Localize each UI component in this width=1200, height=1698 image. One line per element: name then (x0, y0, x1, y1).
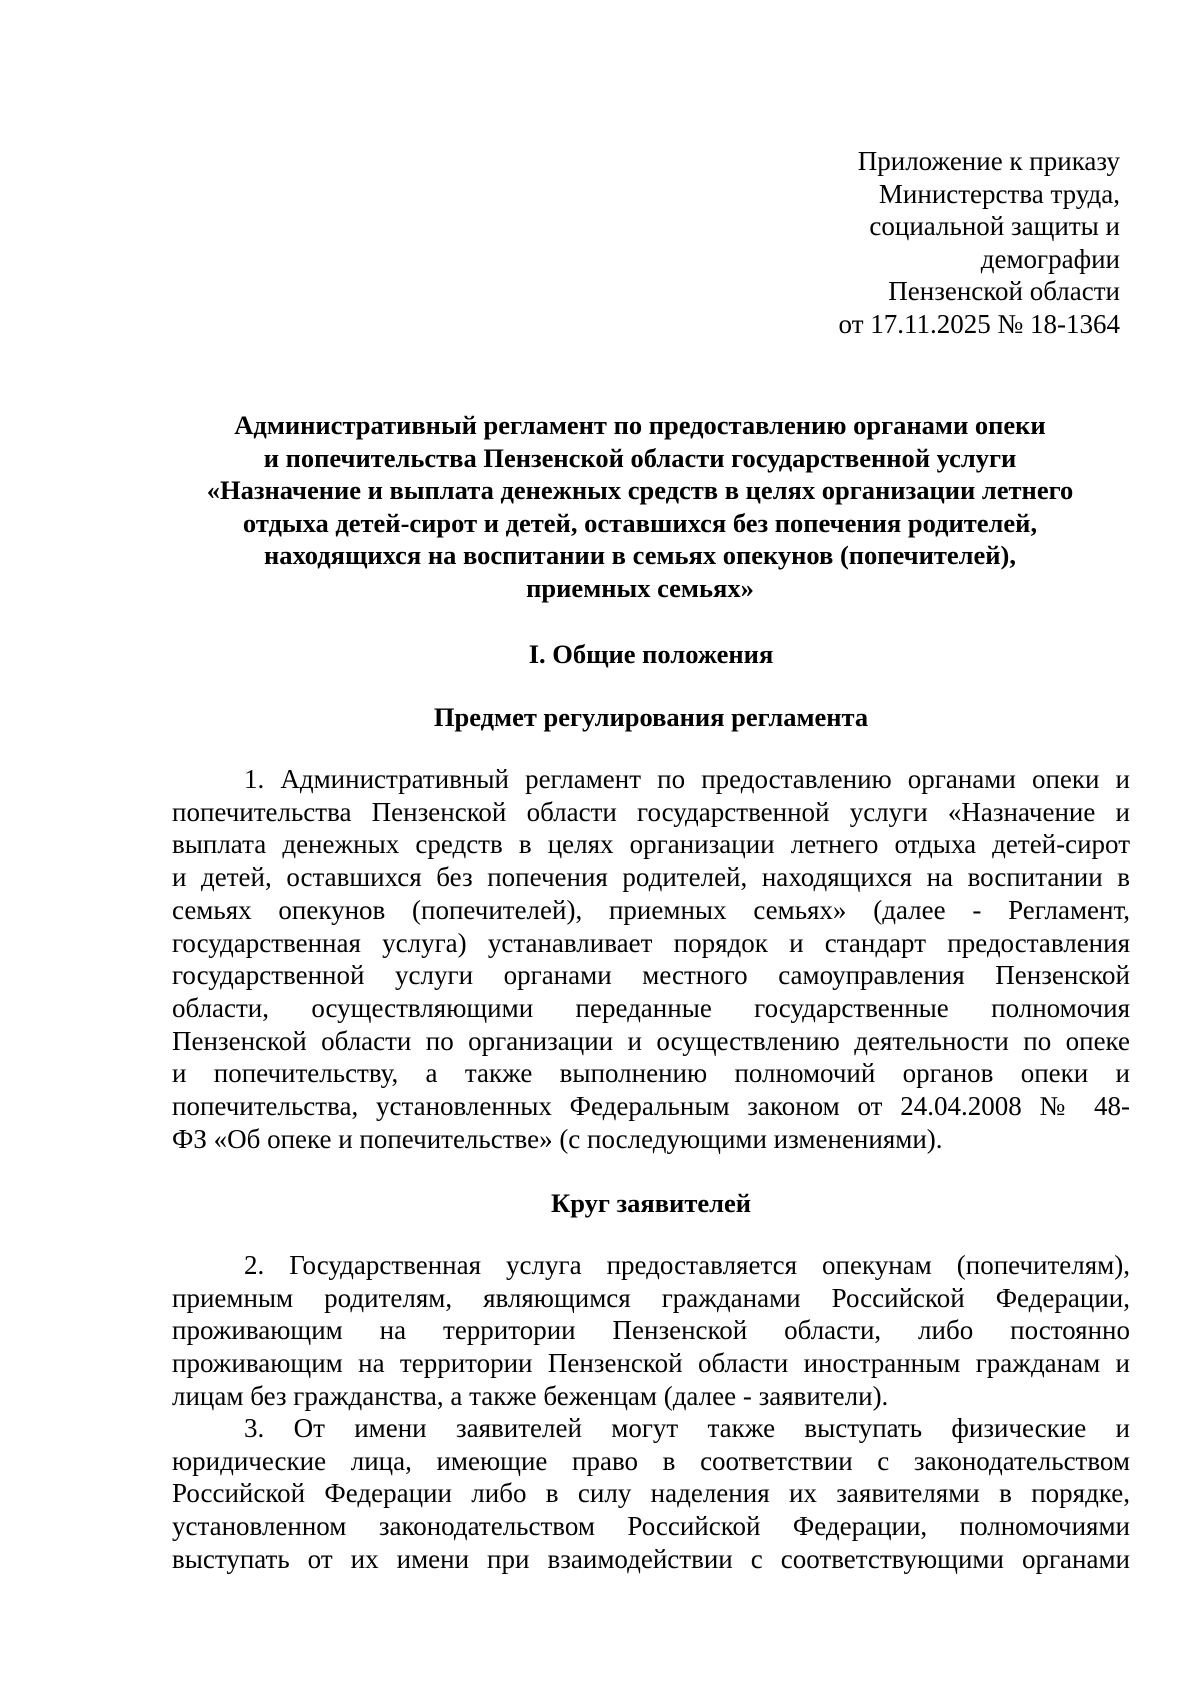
paragraph-line: 1. Административный регламент по предоставлению органами опеки и (244, 764, 1130, 794)
paragraph-line: Российской Федерации либо в силу наделения их заявителями в порядке, (172, 1478, 1130, 1509)
paragraph-line: установленном законодательством Российской Федерации, полномочиями (172, 1511, 1130, 1542)
paragraph-line: приемным родителям, являющимся гражданами Российской Федерации, (172, 1282, 1130, 1313)
paragraph-line: проживающим на территории Пензенской области иностранным гражданам и (172, 1348, 1130, 1379)
attachment-line: от 17.11.2025 № 18-1364 (838, 308, 1120, 339)
title-line: и попечительства Пензенской области государственной услуги (263, 442, 1017, 473)
section-heading-applicants: Круг заявителей (550, 1188, 751, 1218)
paragraph-line: области, осуществляющими переданные государственные полномочия (172, 992, 1130, 1023)
attachment-line: Пензенской области (888, 276, 1120, 306)
paragraph-line: выступать от их имени при взаимодействии с соответствующими органами (172, 1543, 1130, 1574)
paragraph-line: ФЗ «Об опеке и попечительстве» (с последующими изменениями). (172, 1123, 943, 1154)
paragraph-line: и детей, оставшихся без попечения родителей, находящихся на воспитании в (172, 862, 1130, 893)
paragraph-line: и попечительству, а также выполнению полномочий органов опеки и (172, 1058, 1130, 1089)
paragraph-line: юридические лица, имеющие право в соответствии с законодательством (172, 1445, 1130, 1476)
paragraph-line: семьях опекунов (попечителей), приемных семьях» (далее - Регламент, (172, 894, 1130, 925)
paragraph-line: проживающим на территории Пензенской области, либо постоянно (172, 1315, 1130, 1346)
paragraph-1 (172, 763, 1130, 1155)
paragraph-line: 2. Государственная услуга предоставляется опекунам (попечителям), (244, 1250, 1130, 1280)
attachment-line: Приложение к приказу (857, 146, 1120, 176)
document-title (150, 409, 1130, 604)
paragraph-line: государственная услуга) устанавливает порядок и стандарт предоставления (172, 927, 1130, 958)
attachment-line: социальной защиты и (869, 211, 1120, 241)
paragraph-2 (172, 1249, 1130, 1413)
title-line: приемных семьях» (526, 572, 754, 603)
paragraph-line: 3. От имени заявителей могут также выступать физические и (244, 1413, 1130, 1443)
title-line: находящихся на воспитании в семьях опекунов (попечителей), (263, 540, 1016, 570)
attachment-line: Министерства труда, (878, 178, 1120, 209)
title-line: отдыха детей-сирот и детей, оставшихся без попечения родителей, (242, 507, 1038, 538)
attachment-line: демографии (980, 243, 1120, 274)
paragraph-line: государственной услуги органами местного самоуправления Пензенской (172, 960, 1130, 991)
paragraph-3 (172, 1412, 1130, 1576)
attachment-note (600, 145, 1120, 340)
paragraph-line: выплата денежных средств в целях организации летнего отдыха детей-сирот (172, 829, 1130, 860)
paragraph-line: лицам без гражданства, а также беженцам (далее - заявители). (172, 1380, 889, 1411)
title-line: «Назначение и выплата денежных средств в целях организации летнего (206, 475, 1074, 505)
title-line: Административный регламент по предоставлению органами опеки (234, 410, 1046, 440)
section-heading-subject: Предмет регулирования регламента (433, 702, 869, 732)
paragraph-line: Пензенской области по организации и осуществлению деятельности по опеке (172, 1025, 1130, 1056)
section-heading-general: I. Общие положения (528, 639, 774, 669)
paragraph-line: попечительства, установленных Федеральным законом от 24.04.2008 № 48- (172, 1091, 1130, 1122)
paragraph-line: попечительства Пензенской области государственной услуги «Назначение и (172, 796, 1130, 827)
